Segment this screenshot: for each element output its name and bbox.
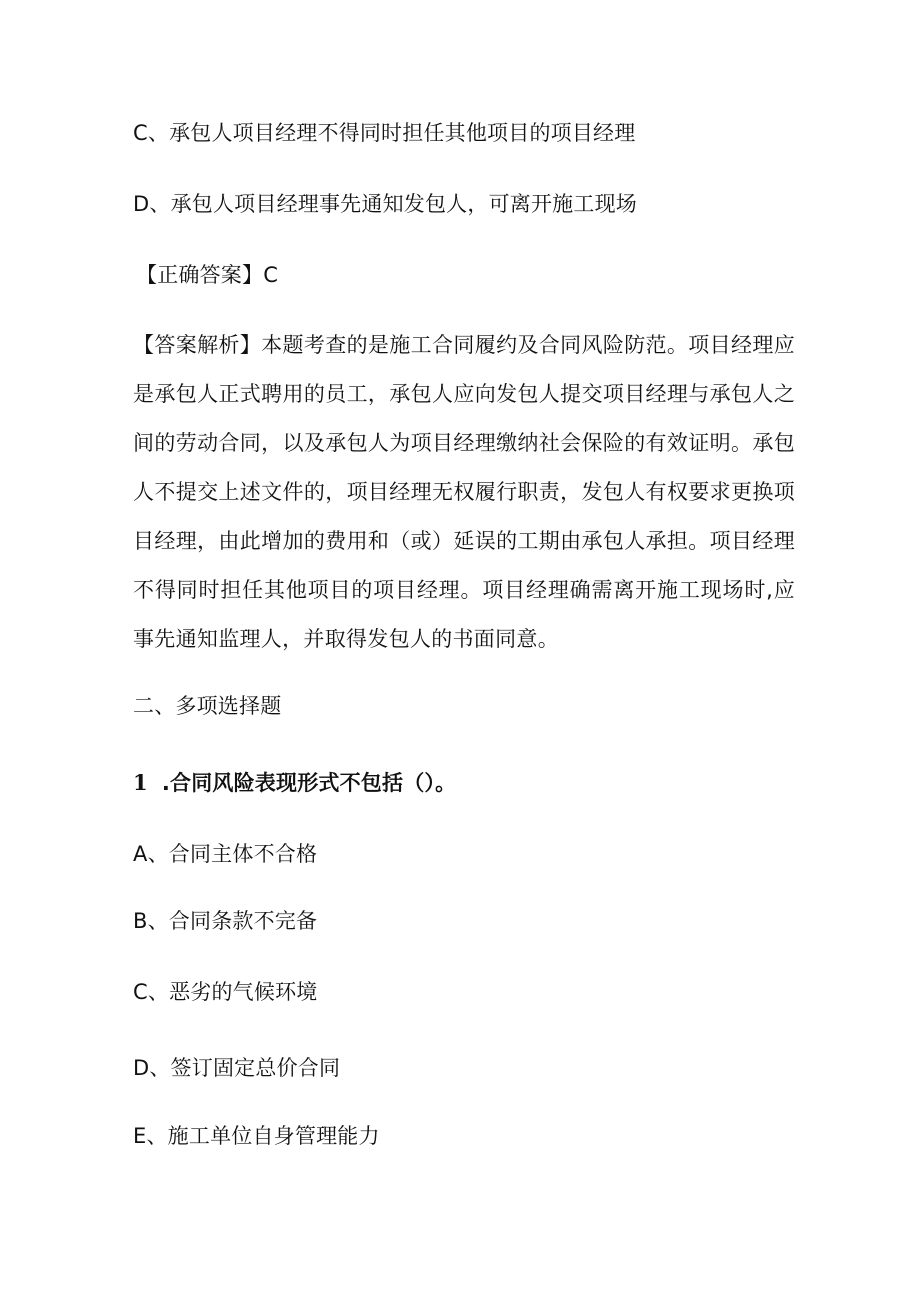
option-e: E、施工单位自身管理能力 xyxy=(133,1124,380,1148)
option-c: C、恶劣的气候环境 xyxy=(133,980,318,1004)
option-b: B、合同条款不完备 xyxy=(133,909,318,933)
prev-option-d: D、承包人项目经理事先通知发包人，可离开施工现场 xyxy=(133,192,637,216)
prev-option-c: C、承包人项目经理不得同时担任其他项目的项目经理 xyxy=(133,121,636,145)
section-heading: 二、多项选择题 xyxy=(133,694,282,718)
answer-explanation: 【答案解析】本题考查的是施工合同履约及合同风险防范。项目经理应是承包人正式聘用的员工，承包人应向发包人提交项目经理与承包人之间的劳动合同，以及承包人为项目经理缴纳社会保险的有效证明。承包人不提交上述文件的，项目经理无权履行职责，发包人有权要求更换项目经理，由此增加的费用和（或）延误的工期由承包人承担。项目经理不得同时担任其他项目的项目经理。项目经理确需离开施工现场时,应事先通知监理人，并取得发包人的书面同意。 xyxy=(133,333,795,651)
option-a: A、合同主体不合格 xyxy=(133,842,318,866)
correct-answer: 【正确答案】C xyxy=(136,263,279,287)
option-d: D、签订固定总价合同 xyxy=(133,1056,341,1080)
question-number: 1 xyxy=(133,770,148,795)
question-title xyxy=(133,768,456,798)
question-text: .合同风险表现形式不包括（）。 xyxy=(161,771,457,795)
